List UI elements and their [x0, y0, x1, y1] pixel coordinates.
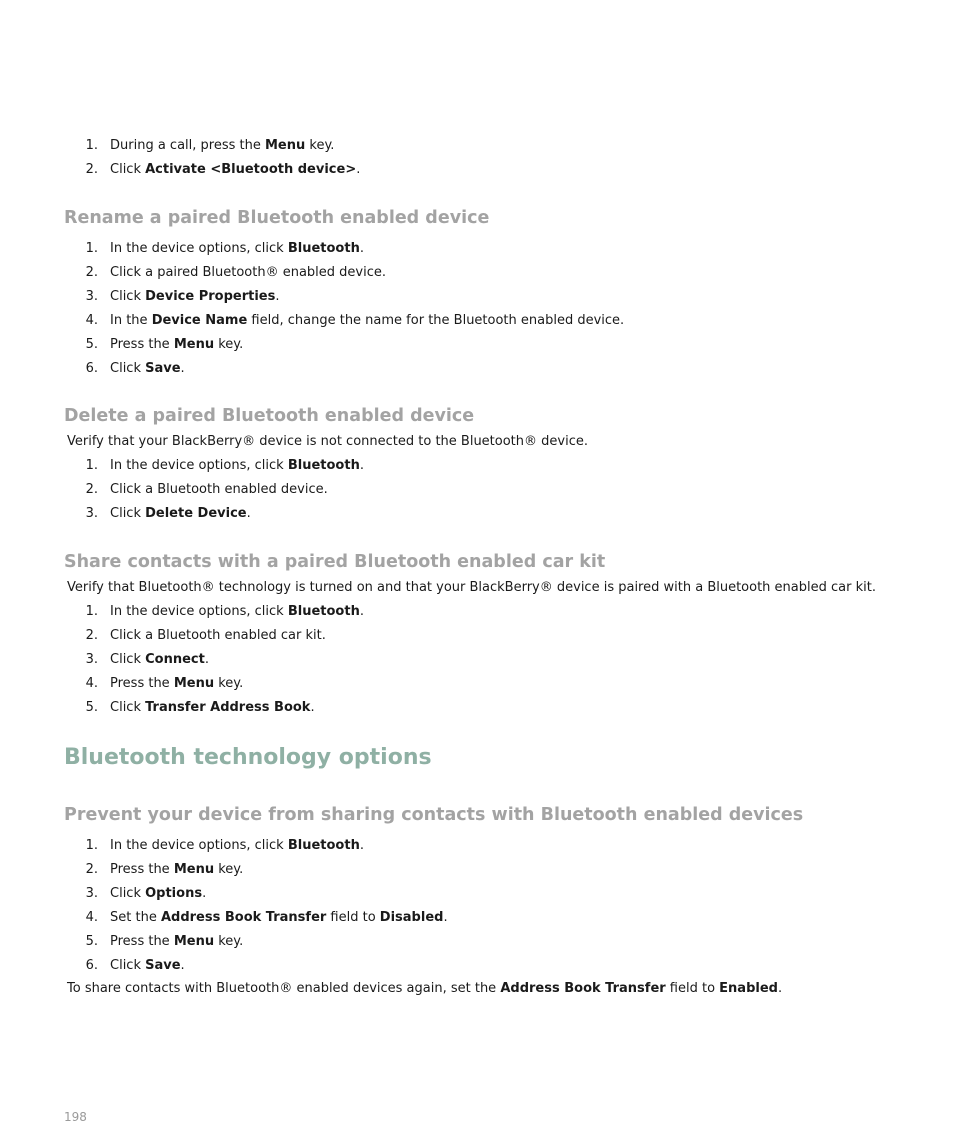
text-run: field, change the name for the Bluetooth enabled device. — [247, 313, 625, 328]
text-run: In the device options, click — [110, 458, 288, 473]
text-run: Click a Bluetooth enabled device. — [110, 482, 328, 497]
text-run: In the — [110, 313, 152, 328]
text-run: Click — [110, 361, 146, 376]
text-run: Click — [110, 886, 146, 901]
text-run: key. — [214, 934, 244, 949]
step-item — [0, 158, 360, 182]
text-run: field to — [665, 981, 720, 996]
step-item — [0, 134, 360, 158]
step-number: 6. — [85, 361, 98, 376]
step-number: 1. — [85, 458, 98, 473]
bold-term: Address Book Transfer — [500, 981, 666, 996]
text-run: Click a Bluetooth enabled car kit. — [110, 628, 326, 643]
bold-term: Menu — [173, 862, 215, 877]
text-run: Set the — [110, 910, 161, 925]
bold-term: Activate <Bluetooth device> — [145, 162, 357, 177]
step-item — [0, 478, 364, 502]
text-run: key. — [305, 138, 335, 153]
bold-term: Menu — [264, 138, 306, 153]
step-number: 3. — [85, 289, 98, 304]
step-number: 2. — [85, 265, 98, 280]
section-title: Bluetooth technology options — [64, 745, 432, 770]
bold-term: Options — [145, 886, 203, 901]
bold-term: Bluetooth — [287, 241, 360, 256]
share-steps-list — [0, 600, 364, 720]
bold-term: Connect — [145, 652, 205, 667]
text-run: key. — [214, 862, 244, 877]
bold-term: Device Name — [151, 313, 248, 328]
share-heading: Share contacts with a paired Bluetooth enabled car kit — [64, 552, 606, 572]
step-item — [0, 454, 364, 478]
step-item — [0, 502, 364, 526]
bold-term: Bluetooth — [287, 604, 360, 619]
bold-term: Bluetooth — [287, 458, 360, 473]
bold-term: Device Properties — [145, 289, 276, 304]
text-run: key. — [214, 676, 244, 691]
step-item — [0, 357, 624, 381]
step-item — [0, 624, 364, 648]
step-number: 2. — [85, 482, 98, 497]
step-number: 1. — [85, 138, 98, 153]
bold-term: Disabled — [379, 910, 444, 925]
step-number: 3. — [85, 886, 98, 901]
step-number: 2. — [85, 628, 98, 643]
step-number: 1. — [85, 241, 98, 256]
step-item — [0, 930, 448, 954]
text-run: . — [275, 289, 280, 304]
text-run: In the device options, click — [110, 241, 288, 256]
delete-steps-list — [0, 454, 364, 526]
step-item — [0, 285, 624, 309]
text-run: . — [180, 958, 185, 973]
delete-prerequisite: Verify that your BlackBerry® device is not connected to the Bluetooth® device. — [67, 434, 588, 449]
bold-term: Enabled — [719, 981, 778, 996]
text-run: . — [359, 838, 364, 853]
step-number: 3. — [85, 506, 98, 521]
prevent-followup-note — [67, 977, 782, 1001]
bold-term: Save — [145, 361, 181, 376]
text-run: . — [443, 910, 448, 925]
text-run: . — [202, 886, 207, 901]
text-run: Click — [110, 162, 146, 177]
step-item — [0, 237, 624, 261]
text-run: In the device options, click — [110, 838, 288, 853]
text-run: In the device options, click — [110, 604, 288, 619]
step-number: 1. — [85, 604, 98, 619]
text-run: Click — [110, 506, 146, 521]
bold-term: Menu — [173, 934, 215, 949]
text-run: . — [359, 458, 364, 473]
delete-heading: Delete a paired Bluetooth enabled device — [64, 406, 475, 426]
text-run: Press the — [110, 862, 174, 877]
text-run: Click — [110, 700, 146, 715]
bold-term: Menu — [173, 676, 215, 691]
step-number: 4. — [85, 676, 98, 691]
step-item — [0, 648, 364, 672]
step-item — [0, 600, 364, 624]
bold-term: Menu — [173, 337, 215, 352]
step-item — [0, 309, 624, 333]
step-item — [0, 261, 624, 285]
text-run: field to — [326, 910, 380, 925]
text-run: Press the — [110, 337, 174, 352]
text-run: . — [359, 604, 364, 619]
step-number: 1. — [85, 838, 98, 853]
text-run: . — [246, 506, 251, 521]
step-number: 5. — [85, 337, 98, 352]
step-item — [0, 834, 448, 858]
call-steps-list — [0, 134, 360, 182]
step-number: 5. — [85, 934, 98, 949]
text-run: Click a paired Bluetooth® enabled device. — [110, 265, 387, 280]
step-number: 2. — [85, 862, 98, 877]
rename-heading: Rename a paired Bluetooth enabled device — [64, 208, 490, 228]
text-run: Click — [110, 289, 146, 304]
step-number: 4. — [85, 910, 98, 925]
step-number: 6. — [85, 958, 98, 973]
page-number: 198 — [64, 1110, 87, 1124]
step-item — [0, 954, 448, 978]
step-number: 4. — [85, 313, 98, 328]
text-run: . — [777, 981, 783, 996]
step-number: 2. — [85, 162, 98, 177]
step-number: 3. — [85, 652, 98, 667]
text-run: key. — [214, 337, 244, 352]
rename-steps-list — [0, 237, 624, 381]
text-run: . — [204, 652, 209, 667]
text-run: During a call, press the — [110, 138, 265, 153]
text-run: Press the — [110, 934, 174, 949]
text-run: Click — [110, 652, 146, 667]
text-run: . — [356, 162, 361, 177]
step-item — [0, 882, 448, 906]
bold-term: Save — [145, 958, 181, 973]
text-run: . — [310, 700, 315, 715]
bold-term: Transfer Address Book — [145, 700, 311, 715]
step-item — [0, 906, 448, 930]
step-item — [0, 858, 448, 882]
text-run: . — [180, 361, 185, 376]
bold-term: Delete Device — [145, 506, 247, 521]
text-run: . — [359, 241, 364, 256]
step-item — [0, 696, 364, 720]
share-prerequisite: Verify that Bluetooth® technology is turned on and that your BlackBerry® device is paired with a Bluetooth enabled car kit. — [67, 580, 876, 595]
step-item — [0, 672, 364, 696]
bold-term: Bluetooth — [287, 838, 360, 853]
text-run: To share contacts with Bluetooth® enabled devices again, set the — [67, 981, 501, 996]
prevent-heading: Prevent your device from sharing contacts with Bluetooth enabled devices — [64, 805, 804, 825]
step-item — [0, 333, 624, 357]
prevent-steps-list — [0, 834, 448, 978]
step-number: 5. — [85, 700, 98, 715]
text-run: Press the — [110, 676, 174, 691]
bold-term: Address Book Transfer — [160, 910, 327, 925]
text-run: Click — [110, 958, 146, 973]
